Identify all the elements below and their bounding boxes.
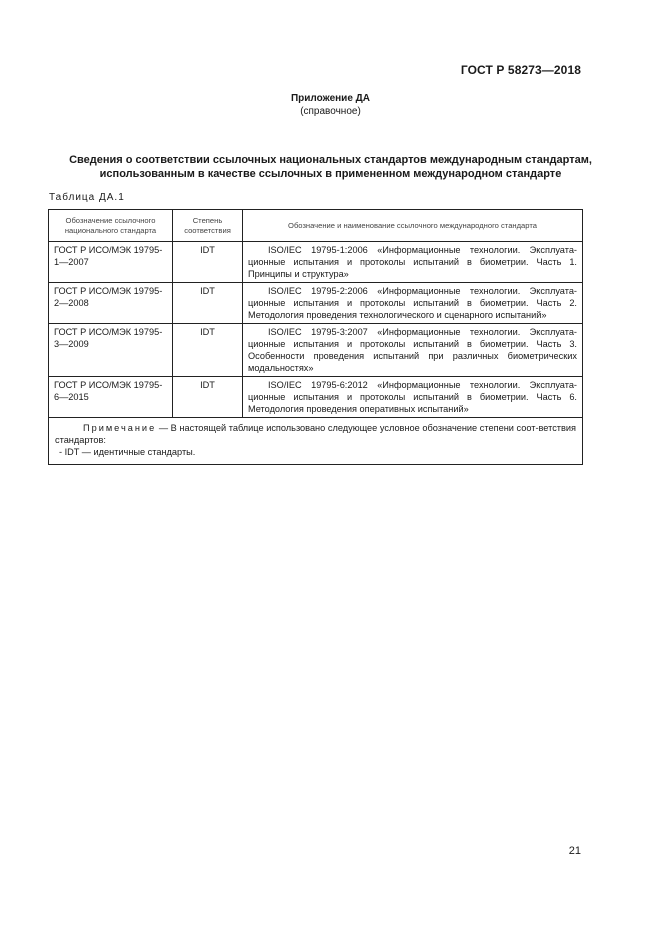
table-header-row (49, 210, 583, 242)
international-standard-cell (243, 377, 583, 418)
note-text: — В настоящей таблице использовано следующее условное обозначение степени соот-ветствия стандартов: (55, 423, 576, 445)
national-standard-cell: ГОСТ Р ИСО/МЭК 19795-6—2015 (49, 377, 173, 418)
table-caption: Таблица ДА.1 (49, 192, 125, 203)
column-header-national: Обозначение ссылочного национального стандарта (49, 210, 173, 242)
degree-cell: IDT (173, 242, 243, 283)
appendix-block (0, 92, 661, 118)
heading-line-1: Сведения о соответствии ссылочных национальных стандартов международным стандартам, (69, 154, 592, 166)
appendix-title: Приложение ДА (290, 93, 371, 104)
appendix-subtitle: (справочное) (300, 106, 361, 117)
column-header-international: Обозначение и наименование ссылочного международного стандарта (243, 210, 583, 242)
degree-cell: IDT (173, 377, 243, 418)
table-row (49, 283, 583, 324)
standard-number: ГОСТ Р 58273—2018 (460, 63, 581, 77)
international-standard-cell (243, 324, 583, 377)
column-header-degree: Степень соответствия (173, 210, 243, 242)
international-standard-cell (243, 242, 583, 283)
table-note-cell (49, 418, 583, 465)
degree-cell: IDT (173, 324, 243, 377)
page-number: 21 (568, 845, 581, 857)
international-standard-text: ISO/IEC 19795-3:2007 «Информационные технологии. Эксплуата-ционные испытания и протоколы испытаний в биометрии. Часть 3. Особенности проведения испытаний при различных биометрических модальностях» (248, 327, 577, 373)
national-standard-cell: ГОСТ Р ИСО/МЭК 19795-2—2008 (49, 283, 173, 324)
international-standard-cell (243, 283, 583, 324)
section-heading (40, 153, 621, 181)
international-standard-text: ISO/IEC 19795-2:2006 «Информационные технологии. Эксплуата-ционные испытания и протоколы испытаний в биометрии. Часть 2. Методология проведения технологического и сценарного испытаний» (248, 286, 577, 320)
degree-cell: IDT (173, 283, 243, 324)
table-row (49, 324, 583, 377)
table-note (55, 422, 576, 446)
national-standard-cell: ГОСТ Р ИСО/МЭК 19795-1—2007 (49, 242, 173, 283)
note-item: - IDT — идентичные стандарты. (59, 447, 196, 457)
international-standard-text: ISO/IEC 19795-1:2006 «Информационные технологии. Эксплуата-ционные испытания и протоколы испытаний в биометрии. Часть 1. Принципы и структура» (248, 245, 577, 279)
heading-line-2: использованным в качестве ссылочных в примененном международном стандарте (99, 168, 562, 180)
correspondence-table (48, 209, 583, 465)
national-standard-cell: ГОСТ Р ИСО/МЭК 19795-3—2009 (49, 324, 173, 377)
table-row (49, 242, 583, 283)
table-note-row (49, 418, 583, 465)
table-row (49, 377, 583, 418)
international-standard-text: ISO/IEC 19795-6:2012 «Информационные технологии. Эксплуата-ционные испытания и протоколы испытаний в биометрии. Часть 6. Методология проведения оперативных испытаний» (248, 380, 577, 414)
note-label: Примечание (83, 423, 157, 433)
